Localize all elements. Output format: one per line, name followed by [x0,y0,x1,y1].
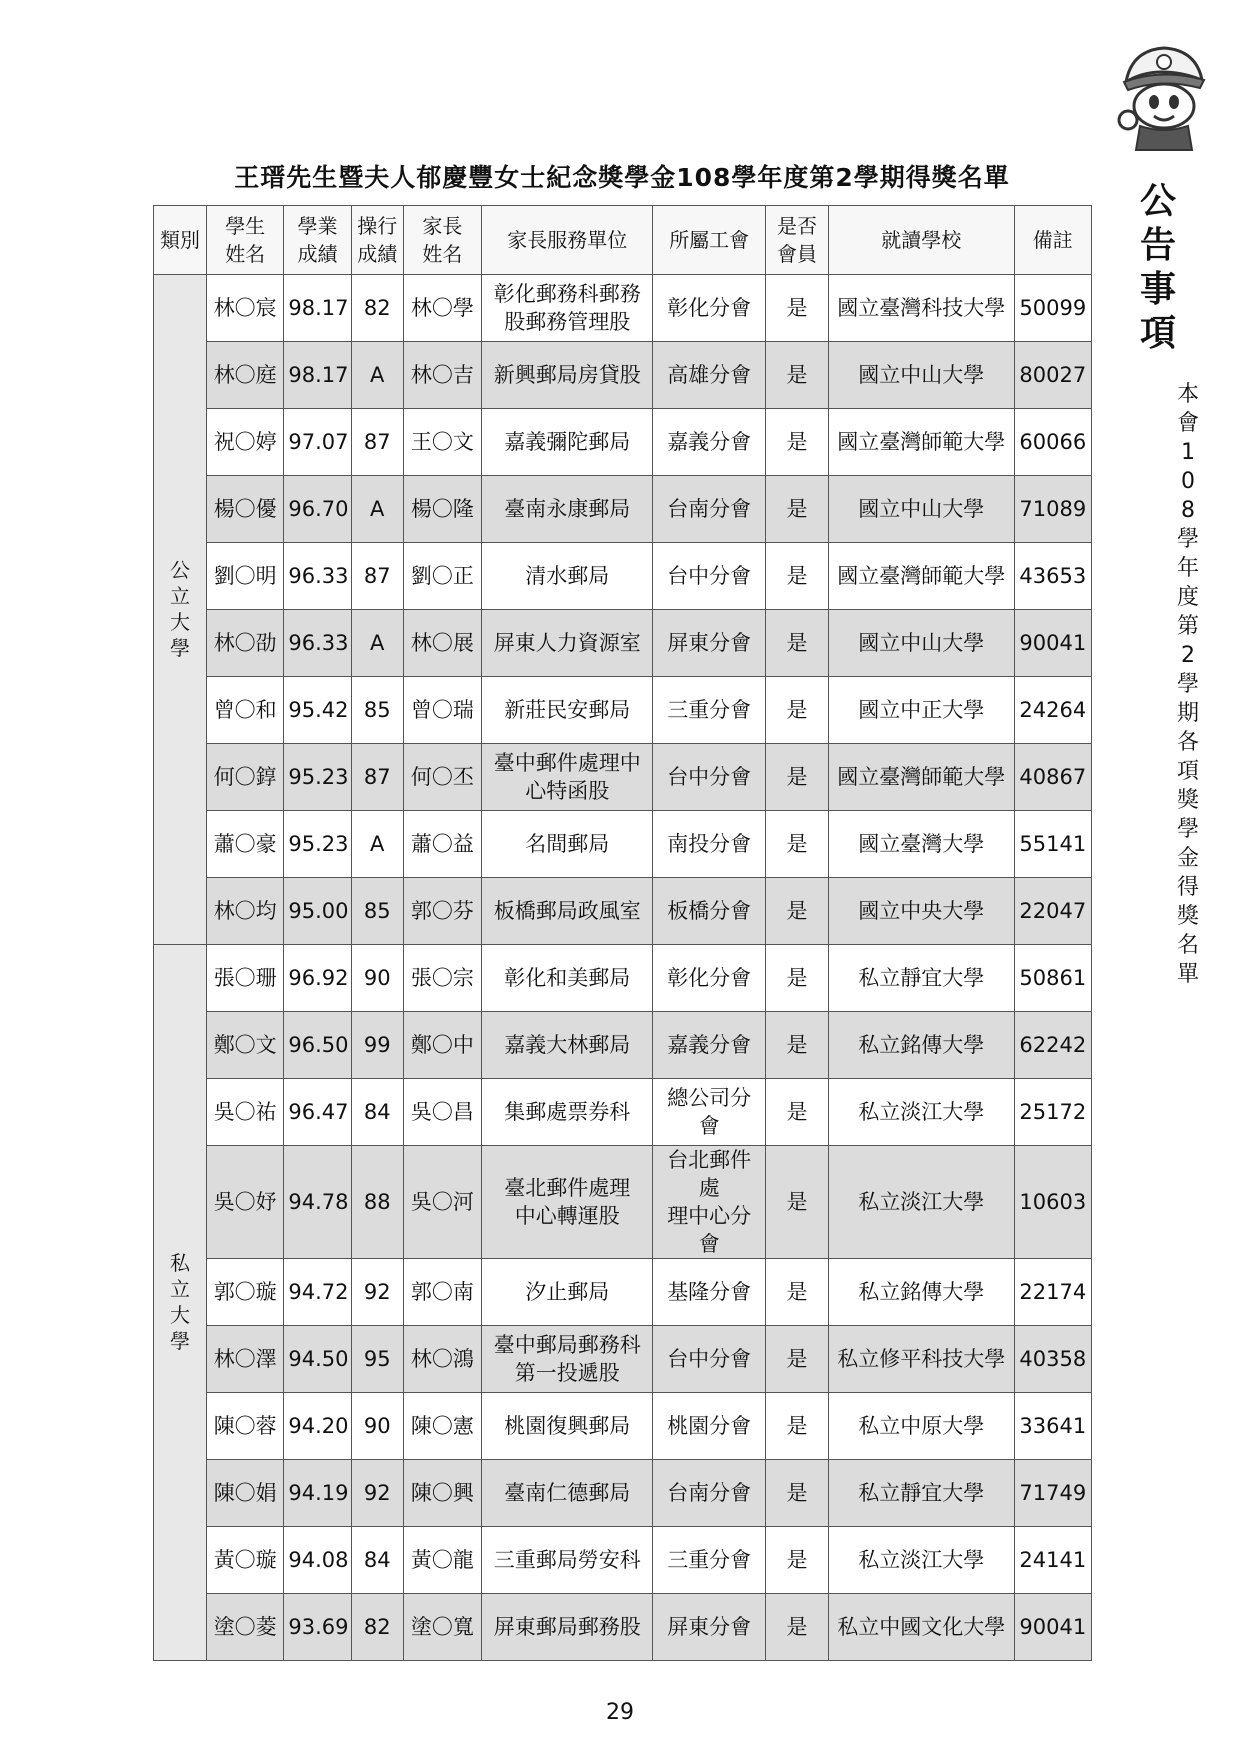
member-status: 是 [766,1146,829,1259]
parent-unit: 臺南仁德郵局 [482,1460,653,1527]
academic-score: 95.23 [284,744,351,811]
academic-score: 95.42 [284,677,351,744]
member-status: 是 [766,1326,829,1393]
table-row [154,878,1092,945]
school-name: 私立淡江大學 [829,1079,1015,1146]
member-status: 是 [766,342,829,409]
conduct-score: 87 [351,744,403,811]
school-name: 國立臺灣師範大學 [829,744,1015,811]
student-name: 林〇澤 [207,1326,284,1393]
parent-name: 郭〇南 [403,1259,481,1326]
page-number: 29 [606,1700,634,1725]
parent-name: 王〇文 [403,409,481,476]
conduct-score: A [351,476,403,543]
table-row [154,1527,1092,1594]
table-row [154,476,1092,543]
student-name: 祝〇婷 [207,409,284,476]
member-status: 是 [766,744,829,811]
member-status: 是 [766,1259,829,1326]
union-branch: 台北郵件處 理中心分會 [653,1146,766,1259]
table-row [154,677,1092,744]
parent-name: 曾〇瑞 [403,677,481,744]
academic-score: 93.69 [284,1594,351,1661]
union-branch: 彰化分會 [653,275,766,342]
school-name: 國立中央大學 [829,878,1015,945]
conduct-score: 95 [351,1326,403,1393]
union-branch: 桃園分會 [653,1393,766,1460]
union-branch: 台中分會 [653,744,766,811]
table-row [154,1012,1092,1079]
student-name: 曾〇和 [207,677,284,744]
column-header: 家長服務單位 [482,206,653,275]
student-name: 蕭〇豪 [207,811,284,878]
member-status: 是 [766,1393,829,1460]
union-branch: 總公司分會 [653,1079,766,1146]
note-code: 40358 [1014,1326,1091,1393]
table-row [154,543,1092,610]
parent-unit: 嘉義彌陀郵局 [482,409,653,476]
parent-name: 楊〇隆 [403,476,481,543]
school-name: 國立臺灣師範大學 [829,543,1015,610]
academic-score: 98.17 [284,342,351,409]
parent-name: 林〇學 [403,275,481,342]
conduct-score: 88 [351,1146,403,1259]
conduct-score: 84 [351,1079,403,1146]
parent-unit: 新莊民安郵局 [482,677,653,744]
student-name: 陳〇娟 [207,1460,284,1527]
note-code: 10603 [1014,1146,1091,1259]
member-status: 是 [766,1460,829,1527]
student-name: 劉〇明 [207,543,284,610]
school-name: 私立中原大學 [829,1393,1015,1460]
note-code: 71089 [1014,476,1091,543]
side-heading: 公告事項 [1140,181,1177,354]
note-code: 90041 [1014,610,1091,677]
union-branch: 屏東分會 [653,1594,766,1661]
member-status: 是 [766,1594,829,1661]
column-header: 備註 [1014,206,1091,275]
parent-unit: 臺南永康郵局 [482,476,653,543]
school-name: 私立靜宜大學 [829,1460,1015,1527]
parent-name: 陳〇憲 [403,1393,481,1460]
table-row [154,409,1092,476]
parent-name: 吳〇昌 [403,1079,481,1146]
table-header [154,206,1092,275]
note-code: 50861 [1014,945,1091,1012]
table-body [154,275,1092,1661]
table-row [154,811,1092,878]
conduct-score: 99 [351,1012,403,1079]
academic-score: 94.20 [284,1393,351,1460]
parent-unit: 臺中郵件處理中 心特函股 [482,744,653,811]
union-branch: 高雄分會 [653,342,766,409]
school-name: 私立靜宜大學 [829,945,1015,1012]
conduct-score: 92 [351,1259,403,1326]
member-status: 是 [766,1012,829,1079]
table-row [154,1146,1092,1259]
category-cell [154,945,207,1661]
academic-score: 95.00 [284,878,351,945]
side-banner [1140,180,1200,987]
note-code: 25172 [1014,1079,1091,1146]
member-status: 是 [766,1079,829,1146]
parent-unit: 彰化郵務科郵務 股郵務管理股 [482,275,653,342]
parent-name: 塗〇寬 [403,1594,481,1661]
member-status: 是 [766,1527,829,1594]
academic-score: 96.33 [284,610,351,677]
column-header: 類別 [154,206,207,275]
school-name: 私立淡江大學 [829,1146,1015,1259]
parent-unit: 三重郵局勞安科 [482,1527,653,1594]
union-branch: 台中分會 [653,543,766,610]
parent-unit: 臺中郵局郵務科 第一投遞股 [482,1326,653,1393]
parent-name: 郭〇芬 [403,878,481,945]
school-name: 國立中山大學 [829,342,1015,409]
academic-score: 94.19 [284,1460,351,1527]
school-name: 國立中山大學 [829,610,1015,677]
parent-name: 林〇展 [403,610,481,677]
conduct-score: A [351,342,403,409]
school-name: 國立中山大學 [829,476,1015,543]
member-status: 是 [766,275,829,342]
parent-unit: 汐止郵局 [482,1259,653,1326]
table-row [154,610,1092,677]
parent-name: 何〇丕 [403,744,481,811]
union-branch: 台南分會 [653,476,766,543]
school-name: 私立銘傳大學 [829,1012,1015,1079]
column-header: 操行 成績 [351,206,403,275]
student-name: 吳〇祐 [207,1079,284,1146]
note-code: 22174 [1014,1259,1091,1326]
school-name: 國立臺灣大學 [829,811,1015,878]
table-row [154,1460,1092,1527]
note-code: 60066 [1014,409,1091,476]
school-name: 私立中國文化大學 [829,1594,1015,1661]
member-status: 是 [766,610,829,677]
union-branch: 三重分會 [653,1527,766,1594]
union-branch: 基隆分會 [653,1259,766,1326]
school-name: 私立修平科技大學 [829,1326,1015,1393]
mascot-icon [1112,42,1212,154]
conduct-score: 90 [351,1393,403,1460]
conduct-score: 85 [351,878,403,945]
table-row [154,275,1092,342]
parent-unit: 彰化和美郵局 [482,945,653,1012]
conduct-score: 92 [351,1460,403,1527]
parent-unit: 臺北郵件處理 中心轉運股 [482,1146,653,1259]
academic-score: 96.33 [284,543,351,610]
parent-unit: 新興郵局房貸股 [482,342,653,409]
parent-name: 林〇鴻 [403,1326,481,1393]
parent-name: 吳〇河 [403,1146,481,1259]
conduct-score: A [351,610,403,677]
conduct-score: 85 [351,677,403,744]
note-code: 71749 [1014,1460,1091,1527]
parent-unit: 屏東人力資源室 [482,610,653,677]
academic-score: 96.92 [284,945,351,1012]
conduct-score: 87 [351,409,403,476]
parent-unit: 桃園復興郵局 [482,1393,653,1460]
conduct-score: 82 [351,275,403,342]
conduct-score: 84 [351,1527,403,1594]
table-row [154,1594,1092,1661]
note-code: 40867 [1014,744,1091,811]
academic-score: 94.50 [284,1326,351,1393]
student-name: 林〇宸 [207,275,284,342]
parent-name: 劉〇正 [403,543,481,610]
union-branch: 嘉義分會 [653,1012,766,1079]
note-code: 33641 [1014,1393,1091,1460]
note-code: 55141 [1014,811,1091,878]
note-code: 24141 [1014,1527,1091,1594]
student-name: 吳〇妤 [207,1146,284,1259]
parent-name: 張〇宗 [403,945,481,1012]
union-branch: 彰化分會 [653,945,766,1012]
parent-unit: 名間郵局 [482,811,653,878]
academic-score: 94.78 [284,1146,351,1259]
parent-name: 蕭〇益 [403,811,481,878]
category-label: 公立大學 [170,558,191,660]
union-branch: 嘉義分會 [653,409,766,476]
student-name: 塗〇菱 [207,1594,284,1661]
union-branch: 南投分會 [653,811,766,878]
parent-unit: 嘉義大林郵局 [482,1012,653,1079]
note-code: 22047 [1014,878,1091,945]
member-status: 是 [766,476,829,543]
member-status: 是 [766,543,829,610]
table-row [154,342,1092,409]
student-name: 張〇珊 [207,945,284,1012]
academic-score: 96.50 [284,1012,351,1079]
union-branch: 台中分會 [653,1326,766,1393]
table-row [154,1393,1092,1460]
category-cell [154,275,207,945]
member-status: 是 [766,811,829,878]
category-label: 私立大學 [170,1251,191,1353]
school-name: 國立臺灣師範大學 [829,409,1015,476]
column-header: 學業 成績 [284,206,351,275]
student-name: 林〇劭 [207,610,284,677]
column-header: 學生 姓名 [207,206,284,275]
award-table [153,205,1092,1661]
school-name: 國立臺灣科技大學 [829,275,1015,342]
page-title: 王瑨先生暨夫人郁慶豐女士紀念獎學金108學年度第2學期得獎名單 [234,163,1010,192]
union-branch: 板橋分會 [653,878,766,945]
academic-score: 96.47 [284,1079,351,1146]
column-header: 就讀學校 [829,206,1015,275]
note-code: 90041 [1014,1594,1091,1661]
student-name: 郭〇璇 [207,1259,284,1326]
parent-unit: 清水郵局 [482,543,653,610]
union-branch: 屏東分會 [653,610,766,677]
conduct-score: A [351,811,403,878]
school-name: 國立中正大學 [829,677,1015,744]
note-code: 50099 [1014,275,1091,342]
column-header: 所屬工會 [653,206,766,275]
parent-unit: 板橋郵局政風室 [482,878,653,945]
column-header: 是否 會員 [766,206,829,275]
academic-score: 98.17 [284,275,351,342]
parent-name: 陳〇興 [403,1460,481,1527]
student-name: 鄭〇文 [207,1012,284,1079]
table-row [154,1259,1092,1326]
academic-score: 97.07 [284,409,351,476]
parent-unit: 集郵處票券科 [482,1079,653,1146]
academic-score: 96.70 [284,476,351,543]
member-status: 是 [766,945,829,1012]
conduct-score: 90 [351,945,403,1012]
member-status: 是 [766,677,829,744]
member-status: 是 [766,409,829,476]
student-name: 何〇錞 [207,744,284,811]
column-header: 家長 姓名 [403,206,481,275]
note-code: 24264 [1014,677,1091,744]
union-branch: 三重分會 [653,677,766,744]
union-branch: 台南分會 [653,1460,766,1527]
academic-score: 95.23 [284,811,351,878]
school-name: 私立銘傳大學 [829,1259,1015,1326]
parent-unit: 屏東郵局郵務股 [482,1594,653,1661]
student-name: 黃〇璇 [207,1527,284,1594]
parent-name: 鄭〇中 [403,1012,481,1079]
school-name: 私立淡江大學 [829,1527,1015,1594]
table-row [154,1326,1092,1393]
note-code: 62242 [1014,1012,1091,1079]
member-status: 是 [766,878,829,945]
conduct-score: 82 [351,1594,403,1661]
student-name: 林〇均 [207,878,284,945]
side-subheading: 本會108學年度第2學期各項獎學金得獎名單 [1176,382,1199,987]
note-code: 80027 [1014,342,1091,409]
conduct-score: 87 [351,543,403,610]
student-name: 林〇庭 [207,342,284,409]
table-row [154,1079,1092,1146]
student-name: 楊〇優 [207,476,284,543]
parent-name: 黃〇龍 [403,1527,481,1594]
academic-score: 94.08 [284,1527,351,1594]
note-code: 43653 [1014,543,1091,610]
student-name: 陳〇蓉 [207,1393,284,1460]
academic-score: 94.72 [284,1259,351,1326]
parent-name: 林〇吉 [403,342,481,409]
table-row [154,945,1092,1012]
table-row [154,744,1092,811]
